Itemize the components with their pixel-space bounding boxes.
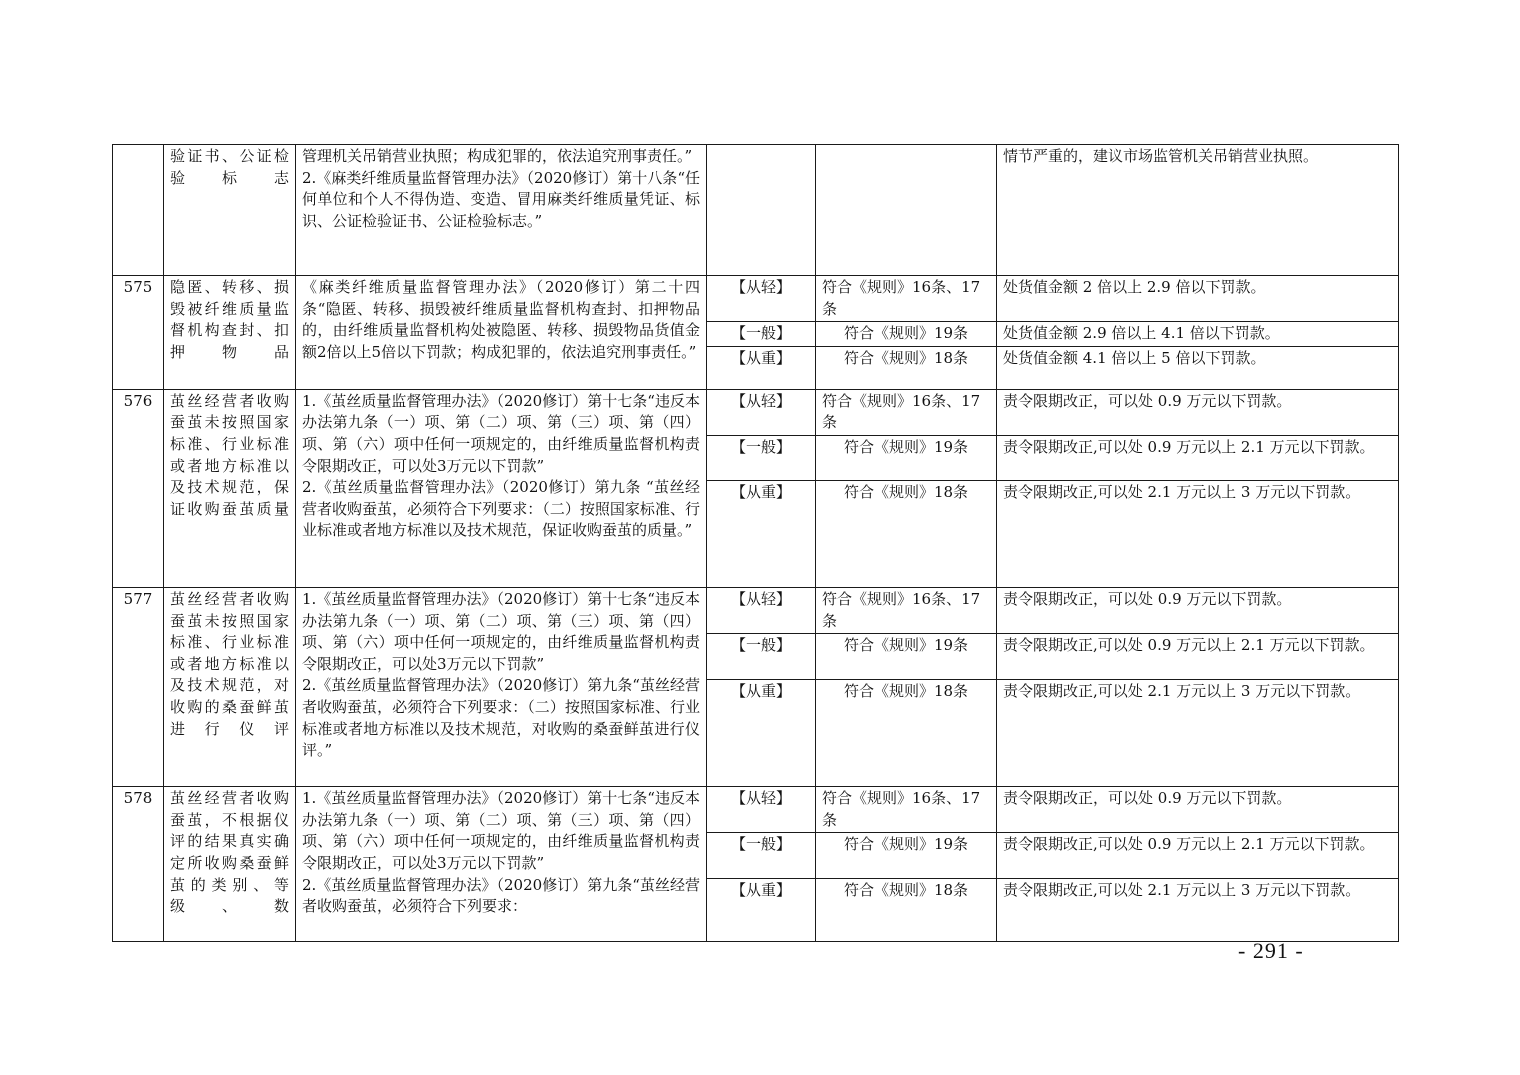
- penalty-cell: 情节严重的，建议市场监管机关吊销营业执照。: [997, 145, 1399, 276]
- table-row: [113, 787, 1399, 833]
- legal-basis-cell: 《麻类纤维质量监督管理办法》（2020修订）第二十四条“隐匿、转移、损毁被纤维质量监督机构查封、扣押物品的，由纤维质量监督机构处被隐匿、转移、损毁物品货值金额2倍以上5倍以下罚款；构成犯罪的，依法追究刑事责任。”: [296, 276, 707, 390]
- penalty-text: 责令限期改正，可以处 0.9 万元以下罚款。: [997, 587, 1399, 633]
- level-general: 【一般】: [707, 322, 816, 347]
- level-general: 【一般】: [707, 833, 816, 879]
- rule-reference: 符合《规则》19条: [816, 833, 997, 879]
- legal-basis-cell: 1.《茧丝质量监督管理办法》（2020修订）第十七条“违反本办法第九条（一）项、第（二）项、第（三）项、第（四）项、第（六）项中任何一项规定的，由纤维质量监督机构责令限期改正，可以处3万元以下罚款” 2.《茧丝质量监督管理办法》（2020修订）第九条 “茧丝经营者收购蚕茧，必须符合下列要求：（二）按照国家标准、行业标准或者地方标准以及技术规范，保证收购蚕茧的质量。”: [296, 389, 707, 587]
- level-severe: 【从重】: [707, 879, 816, 942]
- penalty-text: 责令限期改正,可以处 2.1 万元以上 3 万元以下罚款。: [997, 480, 1399, 587]
- level-general: 【一般】: [707, 435, 816, 480]
- rule-reference: 符合《规则》19条: [816, 435, 997, 480]
- rule-reference: 符合《规则》19条: [816, 634, 997, 680]
- legal-basis-cell: 管理机关吊销营业执照；构成犯罪的，依法追究刑事责任。” 2.《麻类纤维质量监督管理办法》（2020修订）第十八条“任何单位和个人不得伪造、变造、冒用麻类纤维质量凭证、标识、公证检验证书、公证检验标志。”: [296, 145, 707, 276]
- penalty-text: 责令限期改正,可以处 2.1 万元以上 3 万元以下罚款。: [997, 680, 1399, 787]
- penalty-text: 责令限期改正,可以处 0.9 万元以上 2.1 万元以下罚款。: [997, 435, 1399, 480]
- rule-reference: 符合《规则》18条: [816, 346, 997, 389]
- item-number-cell: [113, 145, 164, 276]
- rule-reference: 符合《规则》18条: [816, 680, 997, 787]
- table-row: [113, 145, 1399, 276]
- penalty-text: 处货值金额 2.9 倍以上 4.1 倍以下罚款。: [997, 322, 1399, 347]
- penalty-text: 处货值金额 2 倍以上 2.9 倍以下罚款。: [997, 276, 1399, 322]
- penalty-text: 责令限期改正，可以处 0.9 万元以下罚款。: [997, 389, 1399, 435]
- level-lenient: 【从轻】: [707, 389, 816, 435]
- penalty-text: 责令限期改正,可以处 0.9 万元以上 2.1 万元以下罚款。: [997, 634, 1399, 680]
- table-row: [113, 389, 1399, 435]
- rule-reference: 符合《规则》16条、17条: [816, 587, 997, 633]
- level-lenient: 【从轻】: [707, 787, 816, 833]
- level-lenient: 【从轻】: [707, 587, 816, 633]
- item-number: 575: [113, 276, 164, 390]
- violation-cell: 隐匿、转移、损毁被纤维质量监督机构查封、扣押物品: [164, 276, 296, 390]
- legal-basis-cell: 1.《茧丝质量监督管理办法》（2020修订）第十七条“违反本办法第九条（一）项、第（二）项、第（三）项、第（四）项、第（六）项中任何一项规定的，由纤维质量监督机构责令限期改正，可以处3万元以下罚款” 2.《茧丝质量监督管理办法》（2020修订）第九条“茧丝经营者收购蚕茧，必须符合下列要求：: [296, 787, 707, 942]
- violation-cell: 茧丝经营者收购蚕茧未按照国家标准、行业标准或者地方标准以及技术规范，保证收购蚕茧质量: [164, 389, 296, 587]
- level-cell: [707, 145, 816, 276]
- rule-reference: 符合《规则》16条、17条: [816, 787, 997, 833]
- level-severe: 【从重】: [707, 680, 816, 787]
- penalty-text: 处货值金额 4.1 倍以上 5 倍以下罚款。: [997, 346, 1399, 389]
- rule-reference: 符合《规则》16条、17条: [816, 276, 997, 322]
- level-general: 【一般】: [707, 634, 816, 680]
- level-lenient: 【从轻】: [707, 276, 816, 322]
- rule-reference: 符合《规则》19条: [816, 322, 997, 347]
- item-number: 577: [113, 587, 164, 786]
- level-severe: 【从重】: [707, 346, 816, 389]
- rule-reference: 符合《规则》18条: [816, 879, 997, 942]
- violation-cell: 茧丝经营者收购蚕茧，不根据仪评的结果真实确定所收购桑蚕鲜茧的类别、等级、数: [164, 787, 296, 942]
- rule-reference: 符合《规则》16条、17条: [816, 389, 997, 435]
- table-row: [113, 276, 1399, 322]
- rule-reference: 符合《规则》18条: [816, 480, 997, 587]
- penalty-discretion-table: [112, 144, 1399, 942]
- item-number: 576: [113, 389, 164, 587]
- legal-basis-cell: 1.《茧丝质量监督管理办法》（2020修订）第十七条“违反本办法第九条（一）项、第（二）项、第（三）项、第（四）项、第（六）项中任何一项规定的，由纤维质量监督机构责令限期改正，可以处3万元以下罚款” 2.《茧丝质量监督管理办法》（2020修订）第九条“茧丝经营者收购蚕茧，必须符合下列要求：（二）按照国家标准、行业标准或者地方标准以及技术规范，对收购的桑蚕鲜茧进行仪评。”: [296, 587, 707, 786]
- penalty-text: 责令限期改正，可以处 0.9 万元以下罚款。: [997, 787, 1399, 833]
- penalty-text: 责令限期改正,可以处 2.1 万元以上 3 万元以下罚款。: [997, 879, 1399, 942]
- violation-cell: 验证书、公证检验标志: [164, 145, 296, 276]
- penalty-text: 责令限期改正,可以处 0.9 万元以上 2.1 万元以下罚款。: [997, 833, 1399, 879]
- level-severe: 【从重】: [707, 480, 816, 587]
- rule-cell: [816, 145, 997, 276]
- page-number: - 291 -: [1238, 938, 1304, 963]
- table-row: [113, 587, 1399, 633]
- violation-cell: 茧丝经营者收购蚕茧未按照国家标准、行业标准或者地方标准以及技术规范，对收购的桑蚕鲜茧进行仪评: [164, 587, 296, 786]
- item-number: 578: [113, 787, 164, 942]
